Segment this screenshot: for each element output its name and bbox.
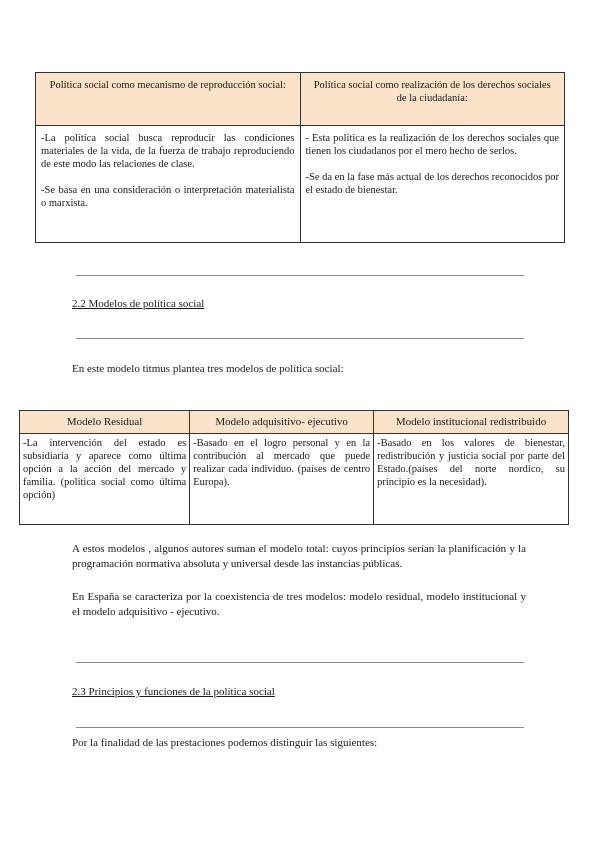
cell-paragraph: - Esta política es la realización de los derechos sociales que tienen los ciudadanos por el mero hecho de serlos.	[305, 133, 559, 157]
section-heading: 2.2 Modelos de política social	[72, 298, 205, 310]
table-header-cell: Política social como realización de los derechos sociales de la ciudadanía:	[300, 73, 565, 126]
divider-line	[76, 275, 524, 276]
table-header-cell: Política social como mecanismo de reproducción social:	[36, 73, 301, 126]
table-header-cell: Modelo Residual	[20, 411, 190, 434]
body-paragraph: A estos modelos , algunos autores suman el modelo total: cuyos principios serían la planificación y la programación normativa absoluta y universal desde las instancias públicas.	[72, 543, 526, 570]
divider-line	[76, 727, 524, 728]
divider-line	[76, 662, 524, 663]
cell-paragraph: -Se basa en una consideración o interpretación materialista o marxista.	[41, 185, 295, 209]
table-cell: -La intervención del estado es subsidiaria y aparece como última opción a la acción del mercado y familia. (política social como última opción)	[20, 434, 190, 525]
cell-paragraph: -Se da en la fase más actual de los derechos reconocidos por el estado de bienestar.	[305, 172, 559, 196]
table-cell: -Basado en los valores de bienestar, redistribución y justicia social por parte del Estado.(países del norte nordico, su principio es la necesidad).	[374, 434, 569, 525]
intro-paragraph: En este modelo titmus plantea tres modelos de política social:	[72, 363, 344, 375]
intro-paragraph: Por la finalidad de las prestaciones podemos distinguir las siguientes:	[72, 737, 378, 749]
table-row	[36, 126, 565, 243]
table-cell	[36, 126, 301, 243]
table-header-cell: Modelo adquisitivo- ejecutivo	[190, 411, 374, 434]
table-cell: -Basado en el logro personal y en la contribución al mercado que puede realizar cada individuo. (países de centro Europa).	[190, 434, 374, 525]
section-heading: 2.3 Principios y funciones de la política social	[72, 686, 275, 698]
table-row	[20, 434, 569, 525]
table-header-row	[36, 73, 565, 126]
body-paragraph: En España se caracteriza por la coexistencia de tres modelos: modelo residual, modelo institucional y el modelo adquisitivo - ejecutivo.	[72, 591, 526, 618]
table-cell	[300, 126, 565, 243]
models-table	[19, 410, 569, 525]
divider-line	[76, 338, 524, 339]
cell-paragraph: -La política social busca reproducir las condiciones materiales de la vida, de la fuerza de trabajo reproduciendo de este modo las relaciones de clase.	[41, 133, 295, 170]
table-header-row	[20, 411, 569, 434]
reproduction-vs-rights-table	[35, 72, 565, 243]
table-header-cell: Modelo institucional redistribuido	[374, 411, 569, 434]
